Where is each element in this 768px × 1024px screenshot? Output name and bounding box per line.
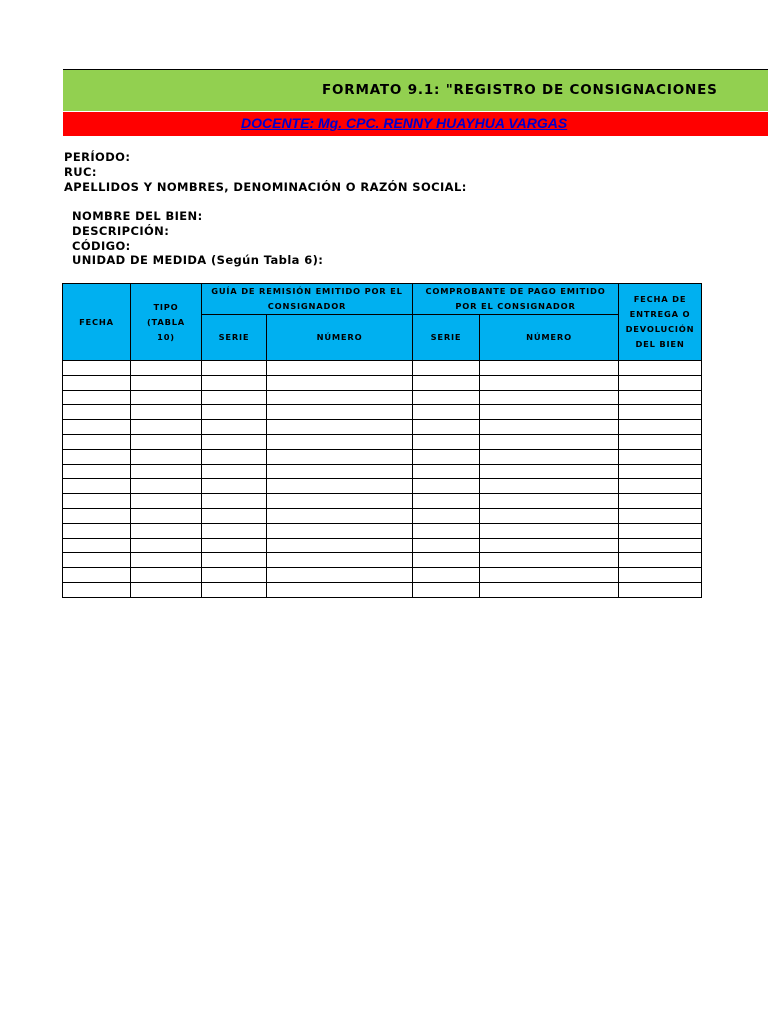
table-cell[interactable]: [63, 390, 131, 405]
table-cell[interactable]: [480, 361, 619, 376]
table-cell[interactable]: [63, 479, 131, 494]
table-cell[interactable]: [267, 375, 413, 390]
table-cell[interactable]: [202, 464, 267, 479]
table-cell[interactable]: [413, 479, 480, 494]
table-cell[interactable]: [131, 464, 202, 479]
table-cell[interactable]: [267, 434, 413, 449]
unidad-medida-label: UNIDAD DE MEDIDA (Según Tabla 6):: [72, 253, 324, 268]
periodo-label: PERÍODO:: [64, 150, 131, 164]
table-cell[interactable]: [267, 405, 413, 420]
table-row: [63, 434, 702, 449]
table-cell[interactable]: [131, 582, 202, 597]
table-cell[interactable]: [480, 553, 619, 568]
table-cell[interactable]: [267, 538, 413, 553]
table-cell[interactable]: [202, 361, 267, 376]
table-row: [63, 508, 702, 523]
table-row: [63, 568, 702, 583]
table-cell[interactable]: [63, 553, 131, 568]
header-comprobante-pago: COMPROBANTE DE PAGO EMITIDO POR EL CONSIGNADOR: [413, 284, 619, 315]
table-cell[interactable]: [480, 375, 619, 390]
table-cell[interactable]: [131, 479, 202, 494]
table-cell[interactable]: [267, 553, 413, 568]
table-cell[interactable]: [413, 568, 480, 583]
table-cell[interactable]: [202, 479, 267, 494]
table-cell[interactable]: [480, 538, 619, 553]
table-cell[interactable]: [413, 494, 480, 509]
title-bar: [63, 69, 768, 111]
table-cell[interactable]: [63, 582, 131, 597]
table-cell[interactable]: [202, 390, 267, 405]
table-cell[interactable]: [413, 449, 480, 464]
table-cell[interactable]: [202, 494, 267, 509]
table-row: [63, 479, 702, 494]
table-cell[interactable]: [413, 538, 480, 553]
header-guia-numero: NÚMERO: [267, 315, 413, 361]
table-cell[interactable]: [202, 553, 267, 568]
header-guia-serie: SERIE: [202, 315, 267, 361]
table-cell[interactable]: [267, 568, 413, 583]
table-row: [63, 553, 702, 568]
table-cell[interactable]: [267, 494, 413, 509]
table-cell[interactable]: [267, 420, 413, 435]
table-cell[interactable]: [202, 582, 267, 597]
document-title: FORMATO 9.1: "REGISTRO DE CONSIGNACIONES: [322, 82, 718, 98]
table-cell[interactable]: [480, 405, 619, 420]
table-cell[interactable]: [131, 449, 202, 464]
table-cell[interactable]: [413, 420, 480, 435]
table-cell[interactable]: [619, 449, 702, 464]
table-cell[interactable]: [131, 420, 202, 435]
table-cell[interactable]: [267, 390, 413, 405]
table-row: [63, 449, 702, 464]
table-cell[interactable]: [480, 582, 619, 597]
table-cell[interactable]: [413, 523, 480, 538]
table-cell[interactable]: [131, 538, 202, 553]
table-row: [63, 390, 702, 405]
table-cell[interactable]: [619, 390, 702, 405]
table-cell[interactable]: [619, 434, 702, 449]
table-row: [63, 523, 702, 538]
docente-bar: [63, 112, 768, 136]
descripcion-label: DESCRIPCIÓN:: [72, 223, 170, 238]
table-cell[interactable]: [202, 420, 267, 435]
table-cell[interactable]: [480, 568, 619, 583]
goods-info: [72, 209, 323, 268]
table-cell[interactable]: [131, 553, 202, 568]
taxpayer-info: [64, 150, 467, 194]
table-cell[interactable]: [131, 405, 202, 420]
table-cell[interactable]: [131, 523, 202, 538]
table-cell[interactable]: [63, 420, 131, 435]
table-cell[interactable]: [131, 390, 202, 405]
ruc-label: RUC:: [64, 164, 97, 179]
table-cell[interactable]: [413, 553, 480, 568]
table-cell[interactable]: [63, 494, 131, 509]
codigo-label: CÓDIGO:: [72, 238, 131, 253]
table-cell[interactable]: [131, 494, 202, 509]
table-cell[interactable]: [131, 375, 202, 390]
table-cell[interactable]: [63, 568, 131, 583]
header-tipo: TIPO (TABLA 10): [131, 284, 202, 361]
table-cell[interactable]: [619, 582, 702, 597]
table-cell[interactable]: [480, 390, 619, 405]
table-cell[interactable]: [131, 568, 202, 583]
table-cell[interactable]: [267, 582, 413, 597]
table-cell[interactable]: [202, 405, 267, 420]
table-cell[interactable]: [480, 434, 619, 449]
header-fecha: FECHA: [63, 284, 131, 361]
table-cell[interactable]: [202, 523, 267, 538]
table-cell[interactable]: [131, 508, 202, 523]
table-cell[interactable]: [131, 361, 202, 376]
table-cell[interactable]: [413, 405, 480, 420]
table-cell[interactable]: [480, 494, 619, 509]
table-cell[interactable]: [267, 479, 413, 494]
table-cell[interactable]: [619, 405, 702, 420]
table-cell[interactable]: [413, 464, 480, 479]
table-cell[interactable]: [202, 375, 267, 390]
table-cell[interactable]: [131, 434, 202, 449]
table-cell[interactable]: [480, 523, 619, 538]
table-cell[interactable]: [413, 361, 480, 376]
table-cell[interactable]: [619, 420, 702, 435]
table-cell[interactable]: [267, 508, 413, 523]
docente-label: DOCENTE: Mg. CPC. RENNY HUAYHUA VARGAS: [241, 115, 568, 131]
table-cell[interactable]: [619, 361, 702, 376]
table-cell[interactable]: [202, 434, 267, 449]
table-cell[interactable]: [480, 508, 619, 523]
table-cell[interactable]: [619, 523, 702, 538]
table-cell[interactable]: [413, 390, 480, 405]
table-cell[interactable]: [202, 538, 267, 553]
table-cell[interactable]: [480, 420, 619, 435]
table-row: [63, 405, 702, 420]
table-cell[interactable]: [413, 582, 480, 597]
table-cell[interactable]: [63, 375, 131, 390]
table-row: [63, 494, 702, 509]
table-cell[interactable]: [480, 449, 619, 464]
razon-social-label: APELLIDOS Y NOMBRES, DENOMINACIÓN O RAZÓN SOCIAL:: [64, 179, 467, 194]
table-cell[interactable]: [63, 508, 131, 523]
table-cell[interactable]: [413, 434, 480, 449]
table-cell[interactable]: [619, 568, 702, 583]
table-row: [63, 361, 702, 376]
header-comprobante-numero: NÚMERO: [480, 315, 619, 361]
table-cell[interactable]: [619, 464, 702, 479]
table-cell[interactable]: [63, 464, 131, 479]
table-cell[interactable]: [619, 375, 702, 390]
header-guia-remision: GUÍA DE REMISIÓN EMITIDO POR EL CONSIGNADOR: [202, 284, 413, 315]
table-cell[interactable]: [413, 508, 480, 523]
table-cell[interactable]: [619, 553, 702, 568]
table-cell[interactable]: [619, 538, 702, 553]
table-cell[interactable]: [63, 538, 131, 553]
table-cell[interactable]: [267, 449, 413, 464]
consignment-table: [62, 283, 702, 598]
nombre-bien-label: NOMBRE DEL BIEN:: [72, 209, 203, 223]
table-cell[interactable]: [63, 523, 131, 538]
table-row: [63, 538, 702, 553]
table-cell[interactable]: [202, 568, 267, 583]
table-cell[interactable]: [413, 375, 480, 390]
table-cell[interactable]: [202, 449, 267, 464]
header-comprobante-serie: SERIE: [413, 315, 480, 361]
table-row: [63, 420, 702, 435]
table-cell[interactable]: [480, 479, 619, 494]
table-cell[interactable]: [267, 464, 413, 479]
table-cell[interactable]: [619, 479, 702, 494]
table-cell[interactable]: [202, 508, 267, 523]
table-cell[interactable]: [619, 508, 702, 523]
table-body: [63, 361, 702, 598]
table-row: [63, 582, 702, 597]
table-cell[interactable]: [267, 361, 413, 376]
table-cell[interactable]: [619, 494, 702, 509]
table-cell[interactable]: [63, 449, 131, 464]
table-cell[interactable]: [63, 434, 131, 449]
table-row: [63, 375, 702, 390]
header-fecha-entrega: FECHA DE ENTREGA O DEVOLUCIÓN DEL BIEN: [619, 284, 702, 361]
table-row: [63, 464, 702, 479]
table-cell[interactable]: [267, 523, 413, 538]
table-cell[interactable]: [480, 464, 619, 479]
table-cell[interactable]: [63, 361, 131, 376]
table-cell[interactable]: [63, 405, 131, 420]
